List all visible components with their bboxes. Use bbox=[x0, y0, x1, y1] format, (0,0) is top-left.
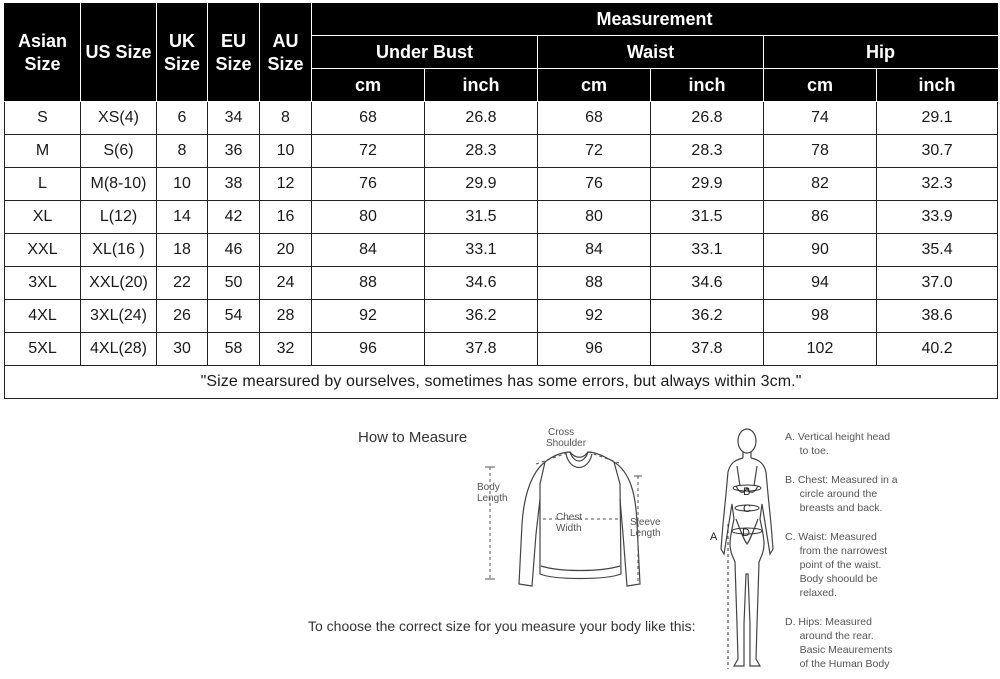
cell-uk: 22 bbox=[157, 267, 208, 300]
cell-hip-cm: 78 bbox=[764, 135, 877, 168]
header-uk-size: UK Size bbox=[157, 4, 208, 102]
cell-hip-in: 30.7 bbox=[877, 135, 998, 168]
note-c: C. Waist: Measured from the narrowest point of the waist. Body shoould be relaxed. bbox=[785, 531, 888, 599]
table-row bbox=[5, 300, 998, 333]
cell-bust-cm: 92 bbox=[312, 300, 425, 333]
marker-a: A bbox=[710, 531, 718, 543]
cell-hip-cm: 94 bbox=[764, 267, 877, 300]
cell-waist-cm: 80 bbox=[538, 201, 651, 234]
measure-instruction: To choose the correct size for you measure your body like this: bbox=[308, 618, 696, 634]
cell-uk: 26 bbox=[157, 300, 208, 333]
cell-bust-cm: 88 bbox=[312, 267, 425, 300]
cell-waist-cm: 92 bbox=[538, 300, 651, 333]
header-hip-cm: cm bbox=[764, 69, 877, 102]
header-waist: Waist bbox=[538, 36, 764, 69]
size-chart-table bbox=[4, 3, 998, 399]
size-note: "Size mearsured by ourselves, sometimes has some errors, but always within 3cm." bbox=[5, 366, 998, 399]
cell-hip-cm: 90 bbox=[764, 234, 877, 267]
table-row bbox=[5, 102, 998, 135]
cell-eu: 50 bbox=[208, 267, 260, 300]
table-row bbox=[5, 333, 998, 366]
body-diagram bbox=[706, 424, 786, 676]
table-row bbox=[5, 135, 998, 168]
cell-uk: 14 bbox=[157, 201, 208, 234]
cell-hip-in: 37.0 bbox=[877, 267, 998, 300]
cell-hip-in: 38.6 bbox=[877, 300, 998, 333]
cell-waist-in: 37.8 bbox=[651, 333, 764, 366]
cell-eu: 34 bbox=[208, 102, 260, 135]
body-length-label-2: Length bbox=[477, 493, 508, 504]
cell-uk: 18 bbox=[157, 234, 208, 267]
cell-hip-in: 32.3 bbox=[877, 168, 998, 201]
table-row bbox=[5, 267, 998, 300]
chest-width-label-1: Chest bbox=[556, 512, 583, 523]
cell-bust-in: 29.9 bbox=[425, 168, 538, 201]
cell-bust-cm: 76 bbox=[312, 168, 425, 201]
cell-hip-in: 33.9 bbox=[877, 201, 998, 234]
cell-hip-in: 29.1 bbox=[877, 102, 998, 135]
cell-au: 8 bbox=[260, 102, 312, 135]
table-row bbox=[5, 234, 998, 267]
marker-b: B bbox=[743, 486, 751, 498]
marker-d: D bbox=[742, 527, 750, 539]
cell-asian: 3XL bbox=[5, 267, 81, 300]
header-under-bust: Under Bust bbox=[312, 36, 538, 69]
shirt-diagram bbox=[470, 424, 685, 594]
note-d: D. Hips: Measured around the rear. Basic Meaurements of the Human Body bbox=[785, 616, 893, 670]
cell-hip-in: 40.2 bbox=[877, 333, 998, 366]
cell-bust-cm: 80 bbox=[312, 201, 425, 234]
cell-asian: L bbox=[5, 168, 81, 201]
cell-bust-in: 37.8 bbox=[425, 333, 538, 366]
cell-bust-in: 28.3 bbox=[425, 135, 538, 168]
cell-us: XXL(20) bbox=[81, 267, 157, 300]
how-to-measure-title: How to Measure bbox=[358, 429, 468, 446]
cell-bust-cm: 68 bbox=[312, 102, 425, 135]
size-rows bbox=[5, 102, 998, 366]
cell-asian: XL bbox=[5, 201, 81, 234]
cell-eu: 36 bbox=[208, 135, 260, 168]
header-eu-size: EU Size bbox=[208, 4, 260, 102]
cell-hip-cm: 82 bbox=[764, 168, 877, 201]
chest-width-label-2: Width bbox=[556, 523, 582, 534]
cell-waist-cm: 84 bbox=[538, 234, 651, 267]
cell-asian: M bbox=[5, 135, 81, 168]
marker-c: C bbox=[743, 503, 751, 515]
cell-eu: 54 bbox=[208, 300, 260, 333]
note-b: B. Chest: Measured in a circle around the breasts and back. bbox=[785, 474, 898, 514]
cell-au: 10 bbox=[260, 135, 312, 168]
cell-uk: 6 bbox=[157, 102, 208, 135]
cell-hip-cm: 98 bbox=[764, 300, 877, 333]
cell-bust-in: 33.1 bbox=[425, 234, 538, 267]
cell-us: 3XL(24) bbox=[81, 300, 157, 333]
cell-hip-cm: 86 bbox=[764, 201, 877, 234]
cell-eu: 58 bbox=[208, 333, 260, 366]
cell-uk: 30 bbox=[157, 333, 208, 366]
cross-shoulder-label-2: Shoulder bbox=[546, 438, 587, 449]
cell-hip-in: 35.4 bbox=[877, 234, 998, 267]
cell-bust-in: 36.2 bbox=[425, 300, 538, 333]
cell-asian: XXL bbox=[5, 234, 81, 267]
cell-waist-in: 26.8 bbox=[651, 102, 764, 135]
header-au-size: AU Size bbox=[260, 4, 312, 102]
header-us-size: US Size bbox=[81, 4, 157, 102]
cell-au: 32 bbox=[260, 333, 312, 366]
cell-eu: 46 bbox=[208, 234, 260, 267]
cell-waist-in: 31.5 bbox=[651, 201, 764, 234]
cell-waist-in: 29.9 bbox=[651, 168, 764, 201]
cell-waist-cm: 88 bbox=[538, 267, 651, 300]
cell-us: L(12) bbox=[81, 201, 157, 234]
cell-au: 16 bbox=[260, 201, 312, 234]
sleeve-length-label-1: Sleeve bbox=[630, 517, 661, 528]
cell-waist-in: 33.1 bbox=[651, 234, 764, 267]
cell-waist-cm: 76 bbox=[538, 168, 651, 201]
cell-us: S(6) bbox=[81, 135, 157, 168]
cell-us: XL(16 ) bbox=[81, 234, 157, 267]
cell-bust-in: 34.6 bbox=[425, 267, 538, 300]
header-waist-inch: inch bbox=[651, 69, 764, 102]
cell-bust-cm: 72 bbox=[312, 135, 425, 168]
table-row bbox=[5, 201, 998, 234]
header-measurement: Measurement bbox=[312, 4, 998, 36]
cell-au: 24 bbox=[260, 267, 312, 300]
cell-waist-in: 36.2 bbox=[651, 300, 764, 333]
cell-asian: 4XL bbox=[5, 300, 81, 333]
cell-waist-cm: 68 bbox=[538, 102, 651, 135]
header-hip: Hip bbox=[764, 36, 998, 69]
cell-us: M(8-10) bbox=[81, 168, 157, 201]
header-hip-inch: inch bbox=[877, 69, 998, 102]
cell-waist-in: 34.6 bbox=[651, 267, 764, 300]
cell-asian: S bbox=[5, 102, 81, 135]
note-a: A. Vertical height head to toe. bbox=[785, 431, 891, 457]
header-asian-size: Asian Size bbox=[5, 4, 81, 102]
cell-au: 28 bbox=[260, 300, 312, 333]
cell-hip-cm: 74 bbox=[764, 102, 877, 135]
cell-bust-cm: 96 bbox=[312, 333, 425, 366]
cell-us: XS(4) bbox=[81, 102, 157, 135]
header-bust-cm: cm bbox=[312, 69, 425, 102]
cell-uk: 8 bbox=[157, 135, 208, 168]
table-row bbox=[5, 168, 998, 201]
cross-shoulder-label-1: Cross bbox=[548, 427, 575, 438]
cell-waist-in: 28.3 bbox=[651, 135, 764, 168]
body-length-label-1: Body bbox=[477, 482, 500, 493]
cell-bust-in: 26.8 bbox=[425, 102, 538, 135]
cell-us: 4XL(28) bbox=[81, 333, 157, 366]
cell-uk: 10 bbox=[157, 168, 208, 201]
cell-waist-cm: 72 bbox=[538, 135, 651, 168]
cell-eu: 38 bbox=[208, 168, 260, 201]
cell-asian: 5XL bbox=[5, 333, 81, 366]
cell-eu: 42 bbox=[208, 201, 260, 234]
cell-hip-cm: 102 bbox=[764, 333, 877, 366]
cell-au: 12 bbox=[260, 168, 312, 201]
cell-bust-in: 31.5 bbox=[425, 201, 538, 234]
header-bust-inch: inch bbox=[425, 69, 538, 102]
header-waist-cm: cm bbox=[538, 69, 651, 102]
cell-au: 20 bbox=[260, 234, 312, 267]
cell-waist-cm: 96 bbox=[538, 333, 651, 366]
cell-bust-cm: 84 bbox=[312, 234, 425, 267]
sleeve-length-label-2: Length bbox=[630, 528, 661, 539]
